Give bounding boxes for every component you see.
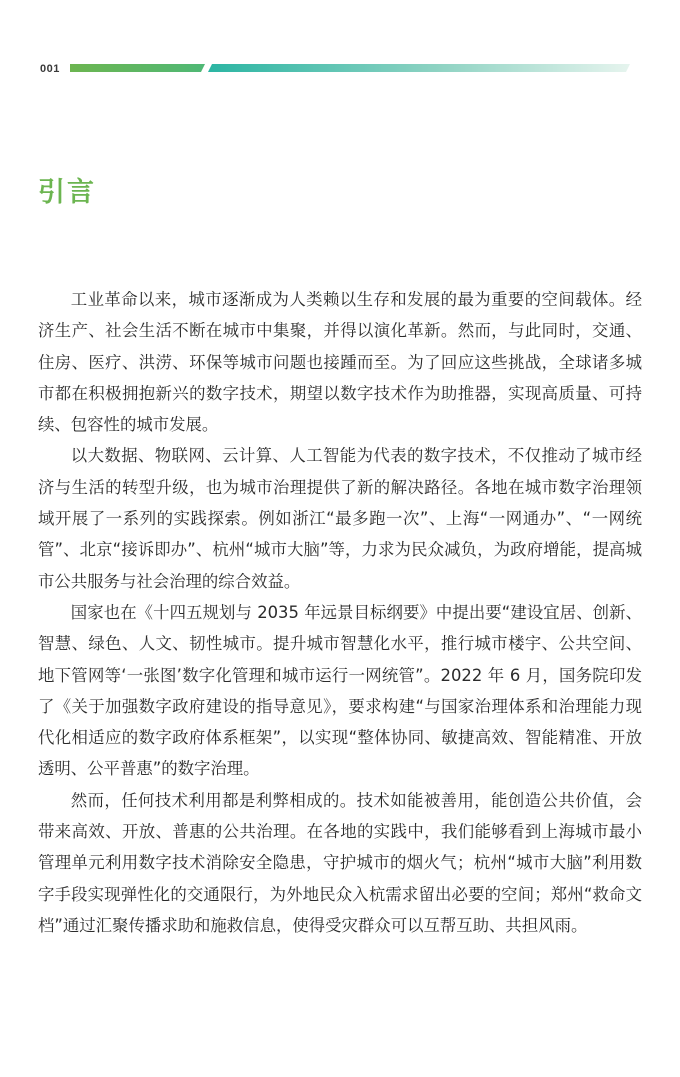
paragraph-1: 工业革命以来，城市逐渐成为人类赖以生存和发展的最为重要的空间载体。经济生产、社会生活不断在城市中集聚，并得以演化革新。然而，与此同时，交通、住房、医疗、洪涝、环保等城市问题也接踵而至。为了回应这些挑战，全球诸多城市都在积极拥抱新兴的数字技术，期望以数字技术作为助推器，实现高质量、可持续、包容性的城市发展。 [38, 290, 642, 435]
page-number: 001 [40, 63, 60, 75]
header-bar-green-segment [70, 64, 205, 72]
page-header [40, 60, 640, 80]
paragraph-3: 国家也在《十四五规划与 2035 年远景目标纲要》中提出要“建设宜居、创新、智慧、绿色、人文、韧性城市。提升城市智慧化水平，推行城市楼宇、公共空间、地下管网等‘一张图’数字化管理和城市运行一网统管”。2022 年 6 月，国务院印发了《关于加强数字政府建设的指导意见》，要求构建“与国家治理体系和治理能力现代化相适应的数字政府体系框架”，以实现“整体协同、敏捷高效、智能精准、开放透明、公平普惠”的数字治理。 [38, 602, 642, 779]
header-decorative-bar [70, 64, 630, 72]
paragraph-4: 然而，任何技术利用都是利弊相成的。技术如能被善用，能创造公共价值，会带来高效、开放、普惠的公共治理。在各地的实践中，我们能够看到上海城市最小管理单元利用数字技术消除安全隐患，守护城市的烟火气；杭州“城市大脑”利用数字手段实现弹性化的交通限行，为外地民众入杭需求留出必要的空间；郑州“救命文档”通过汇聚传播求助和施救信息，使得受灾群众可以互帮互助、共担风雨。 [38, 790, 642, 935]
paragraph-2: 以大数据、物联网、云计算、人工智能为代表的数字技术，不仅推动了城市经济与生活的转型升级，也为城市治理提供了新的解决路径。各地在城市数字治理领域开展了一系列的实践探索。例如浙江“最多跑一次”、上海“一网通办”、“一网统管”、北京“接诉即办”、杭州“城市大脑”等，力求为民众减负，为政府增能，提高城市公共服务与社会治理的综合效益。 [38, 446, 642, 591]
section-title: 引言 [38, 177, 96, 208]
body-text [38, 284, 642, 941]
header-bar-teal-segment [208, 64, 630, 72]
